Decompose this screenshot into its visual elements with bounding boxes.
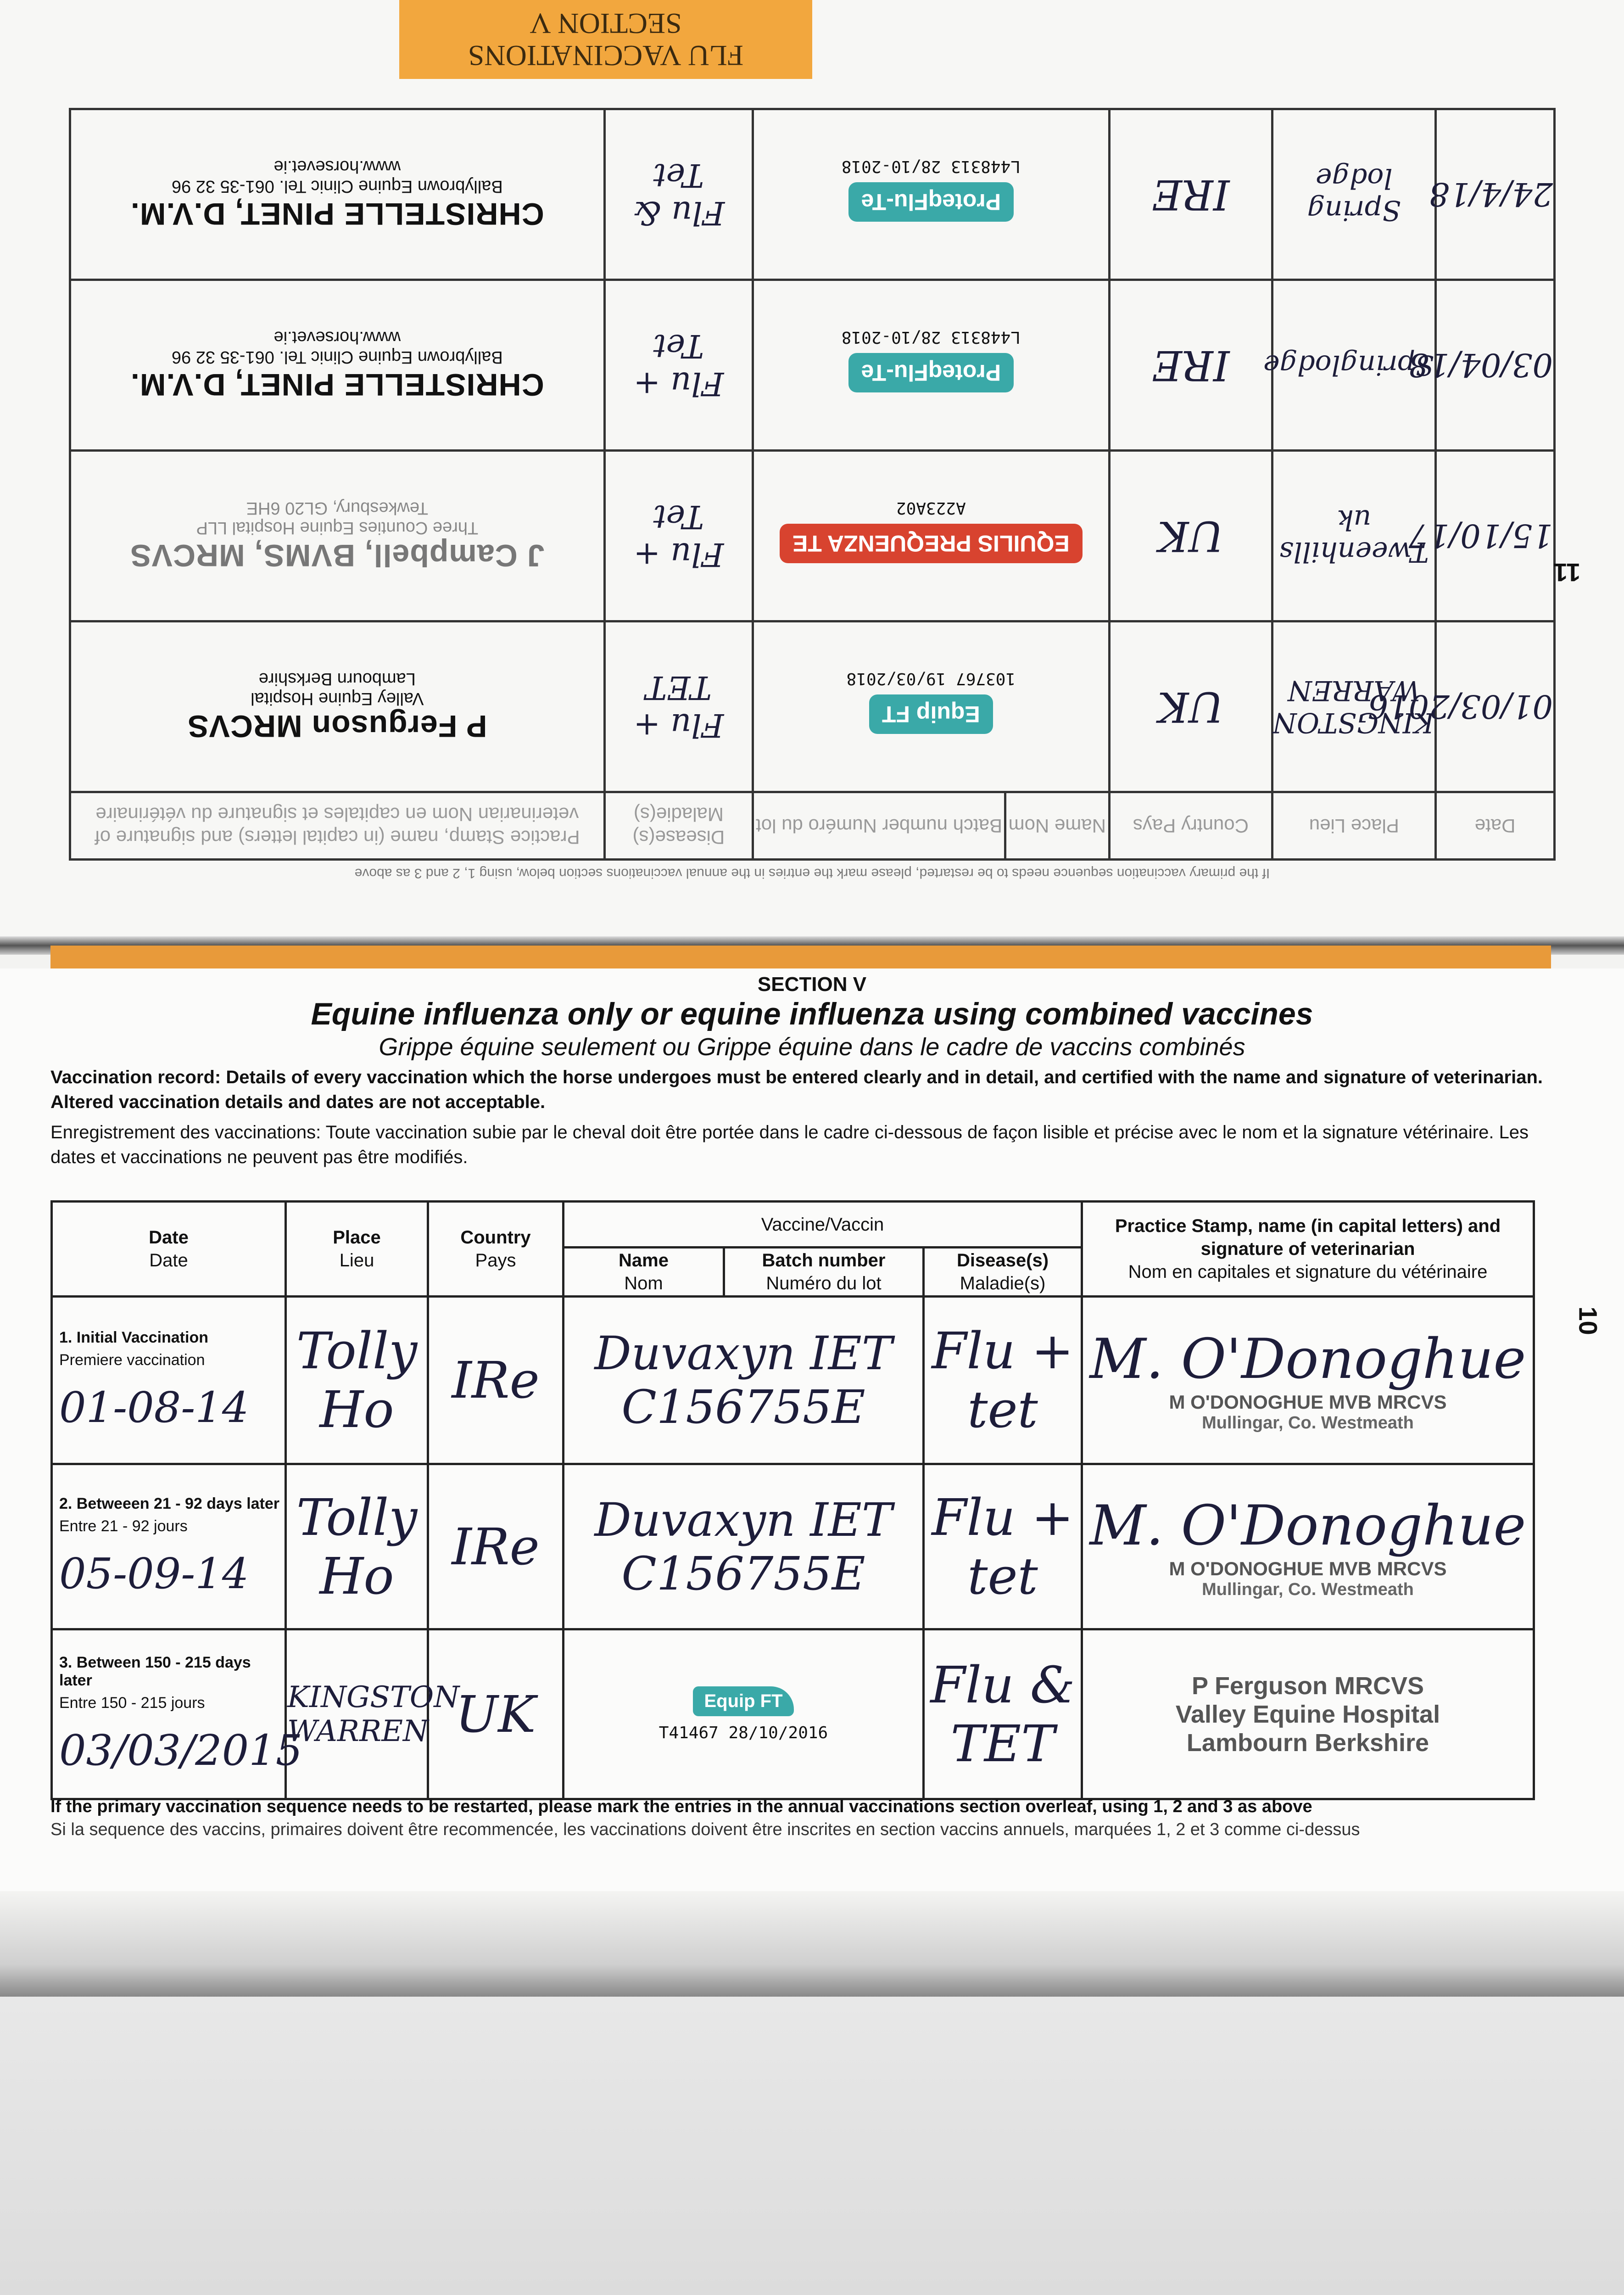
upper-row-vaccine-label	[753, 621, 1109, 792]
section-tab	[399, 0, 812, 79]
row-place: KINGSTON WARREN	[286, 1629, 428, 1799]
upper-row-vaccine-label	[753, 280, 1109, 451]
vaccine-batch: L448313 28/10-2018	[841, 157, 1021, 176]
vaccine-sticker: ProteqFlu-Te	[848, 353, 1014, 393]
row-disease: Flu + tet	[924, 1464, 1082, 1629]
row-country: IRe	[428, 1464, 564, 1629]
row-batch: C156755E	[621, 1546, 865, 1601]
upper-table-row	[70, 109, 1555, 280]
vaccine-batch: 103767 19/03/2018	[846, 669, 1016, 688]
upper-row-place: KINGSTON WARREN	[1272, 621, 1436, 792]
upper-row-disease: Flu + Tet	[604, 280, 753, 451]
row-vaccine-name: Duvaxyn IET	[594, 1493, 893, 1547]
vet-stamp-line3: Lambourn Berkshire	[258, 669, 416, 689]
header-stamp	[1082, 1202, 1534, 1297]
header-disease	[924, 1248, 1082, 1297]
header-place-fr: Lieu	[339, 1250, 374, 1271]
header-batch	[724, 1248, 924, 1297]
row-stamp	[1082, 1629, 1534, 1799]
row-date-cell	[52, 1297, 286, 1464]
vaccine-sticker: ProteqFlu-Te	[848, 183, 1014, 222]
row-label-fr: Entre 21 - 92 jours	[59, 1517, 188, 1535]
upper-row-disease: Flu & Tet	[604, 109, 753, 280]
upper-row-stamp	[70, 621, 605, 792]
row-place: Tolly Ho	[286, 1297, 428, 1464]
vet-stamp-name: M O'DONOGHUE MVB MRCVS	[1169, 1557, 1447, 1579]
upper-row-date: 01/03/2016	[1436, 621, 1555, 792]
row-vaccine-name: Duvaxyn IET	[594, 1327, 893, 1380]
header-country	[428, 1202, 564, 1297]
row-stamp	[1082, 1297, 1534, 1464]
upper-row-place: Spring lodge	[1272, 109, 1436, 280]
header-disease-en: Disease(s)	[956, 1250, 1049, 1271]
section-tab-subtitle: SECTION V	[530, 7, 682, 40]
vet-signature: M. O'Donoghue	[1089, 1327, 1526, 1391]
row-country: IRe	[428, 1297, 564, 1464]
upper-header-name: Name Nom	[1005, 792, 1109, 860]
upper-page-number: 11	[1553, 558, 1581, 587]
header-name-fr: Nom	[624, 1273, 663, 1293]
vet-stamp-line3: Lambourn Berkshire	[1186, 1729, 1429, 1757]
vet-stamp-line2: Ballybrown Equine Clinic Tel. 061-35 32 96	[171, 177, 503, 196]
footer-note-english: If the primary vaccination sequence needs to be restarted, please mark the entries in the annual vaccinations section overleaf, using 1, 2 and 3 as above	[50, 1797, 1312, 1816]
header-name	[564, 1248, 724, 1297]
header-stamp-fr: Nom en capitales et signature du vétérinaire	[1128, 1262, 1488, 1282]
page-edge-shadow	[0, 1891, 1624, 1997]
upper-row-stamp	[70, 451, 605, 621]
header-disease-fr: Maladie(s)	[960, 1273, 1046, 1293]
upper-row-stamp	[70, 109, 605, 280]
vaccine-sticker: Equip FT	[693, 1686, 793, 1716]
vet-stamp-line3: Tewkesbury, GL20 6HE	[246, 498, 429, 518]
header-date-fr: Date	[149, 1250, 188, 1271]
vaccination-table	[50, 1200, 1535, 1800]
upper-table-row	[70, 280, 1555, 451]
header-country-fr: Pays	[475, 1250, 516, 1271]
upper-row-place: Springlodge	[1272, 280, 1436, 451]
upper-row-vaccine-label	[753, 109, 1109, 280]
upper-row-country: IRE	[1109, 109, 1272, 280]
row-disease: Flu & TET	[924, 1629, 1082, 1799]
vet-stamp-location: Mullingar, Co. Westmeath	[1202, 1579, 1414, 1599]
table-row	[52, 1464, 1534, 1629]
row-date-cell	[52, 1629, 303, 1799]
header-name-en: Name	[619, 1250, 669, 1271]
upper-row-stamp	[70, 280, 605, 451]
upper-table-row	[70, 621, 1555, 792]
vet-stamp-line2: Three Counties Equine Hospital LLP	[196, 518, 479, 538]
upper-row-date: 24/4/18	[1436, 109, 1555, 280]
upper-row-date: 03/04/18	[1436, 280, 1555, 451]
header-date	[52, 1202, 286, 1297]
row-label: 3. Between 150 - 215 days later	[59, 1653, 251, 1689]
vet-stamp-line2: Valley Equine Hospital	[251, 689, 424, 709]
upper-table-row	[70, 451, 1555, 621]
table-header-row	[52, 1202, 1534, 1248]
vaccine-sticker: EQUILIS PREQUENZA TE	[780, 524, 1083, 564]
row-batch: C156755E	[621, 1380, 865, 1434]
upper-row-vaccine-label	[753, 451, 1109, 621]
row-place: Tolly Ho	[286, 1464, 428, 1629]
footer-note-french: Si la sequence des vaccins, primaires doivent être recommencée, les vaccinations doivent être inscrites en section vaccins annuels, marquées 1, 2 et 3 comme ci-dessus	[50, 1820, 1360, 1839]
vaccine-sticker: Equip FT	[869, 695, 993, 734]
upper-row-disease: Flu + Tet	[604, 451, 753, 621]
header-batch-en: Batch number	[762, 1250, 886, 1271]
upper-header-stamp: Practice Stamp, name (in capital letters) and signature of veterinarian Nom en capitales et signature du vétérinaire	[70, 792, 605, 860]
upper-row-country: UK	[1109, 621, 1272, 792]
upper-header-batch: Batch number Numéro du lot	[753, 792, 1005, 860]
vet-stamp-line2: Ballybrown Equine Clinic Tel. 061-35 32 96	[171, 347, 503, 367]
section-subtitle: Grippe équine seulement ou Grippe équine dans le cadre de vaccins combinés	[379, 1033, 1245, 1061]
upper-row-date: 15/10/17	[1436, 451, 1555, 621]
upper-row-country: IRE	[1109, 280, 1272, 451]
header-vaccine: Vaccine/Vaccin	[564, 1202, 1082, 1248]
header-date-en: Date	[149, 1227, 189, 1248]
upper-header-place: Place Lieu	[1272, 792, 1436, 860]
table-row	[52, 1629, 1534, 1799]
header-country-en: Country	[460, 1227, 531, 1248]
row-vaccine	[564, 1629, 924, 1799]
vet-stamp-name: M O'DONOGHUE MVB MRCVS	[1169, 1391, 1447, 1413]
vet-stamp-name: J Campbell, BVMS, MRCVS	[130, 538, 545, 573]
orange-strip	[50, 946, 1551, 971]
row-date: 05-09-14	[59, 1549, 249, 1598]
vet-stamp-name: P Ferguson MRCVS	[1191, 1672, 1424, 1700]
row-country: UK	[428, 1629, 564, 1799]
intro-english: Vaccination record: Details of every vaccination which the horse undergoes must be entered clearly and in detail, and certified with the name and signature of veterinarian. Altered vaccination details and dates are not acceptable.	[50, 1067, 1543, 1112]
section-title: Equine influenza only or equine influenza using combined vaccines	[311, 996, 1313, 1031]
header-place-en: Place	[333, 1227, 381, 1248]
intro-french: Enregistrement des vaccinations: Toute vaccination subie par le cheval doit être portée dans le cadre ci-dessous de façon lisible et précise avec le nom et la signature vétérinaire. Les dates et vaccinations ne peuvent pas être modifiés.	[50, 1122, 1529, 1167]
header-stamp-en: Practice Stamp, name (in capital letters) and signature of veterinarian	[1115, 1216, 1501, 1259]
upper-row-disease: Flu + TET	[604, 621, 753, 792]
row-stamp	[1082, 1464, 1534, 1629]
row-date: 01-08-14	[59, 1383, 249, 1432]
table-row	[52, 1297, 1534, 1464]
row-disease: Flu + tet	[924, 1297, 1082, 1464]
row-label: 2. Betweeen 21 - 92 days later	[59, 1495, 280, 1512]
upper-vaccination-table	[69, 108, 1556, 861]
page-number: 10	[1574, 1306, 1603, 1335]
section-label: SECTION V	[757, 973, 867, 996]
upper-row-place: Tweenhills uk	[1272, 451, 1436, 621]
vaccine-batch: T41467 28/10/2016	[659, 1723, 828, 1742]
row-date: 03/03/2015	[59, 1725, 303, 1775]
upper-table-header	[70, 792, 1555, 860]
vaccine-batch: L448313 28/10-2018	[841, 328, 1021, 347]
vet-stamp-line2: Valley Equine Hospital	[1175, 1700, 1440, 1728]
upper-header-date: Date	[1436, 792, 1555, 860]
header-batch-fr: Numéro du lot	[766, 1273, 882, 1293]
upper-row-country: UK	[1109, 451, 1272, 621]
row-date-cell	[52, 1464, 286, 1629]
vet-stamp-line3: www.horsevet.ie	[273, 328, 401, 347]
blank-background	[0, 1997, 1624, 2295]
header-place	[286, 1202, 428, 1297]
row-vaccine	[564, 1464, 924, 1629]
vet-stamp-name: CHRISTELLE PINET, D.V.M.	[130, 367, 544, 403]
vet-stamp-location: Mullingar, Co. Westmeath	[1202, 1413, 1414, 1433]
vet-stamp-name: P Ferguson MRCVS	[187, 709, 487, 744]
upper-header-disease: Disease(s) Maladie(s)	[604, 792, 753, 860]
row-label: 1. Initial Vaccination	[59, 1328, 208, 1346]
vet-stamp-name: CHRISTELLE PINET, D.V.M.	[130, 196, 544, 232]
row-label-fr: Entre 150 - 215 jours	[59, 1694, 205, 1712]
vet-stamp-line3: www.horsevet.ie	[273, 157, 401, 177]
vaccine-batch: A223A02	[896, 498, 966, 518]
section-tab-title: FLU VACCINATIONS	[468, 39, 744, 73]
row-vaccine	[564, 1297, 924, 1464]
row-label-fr: Premiere vaccination	[59, 1351, 205, 1369]
vet-signature: M. O'Donoghue	[1089, 1494, 1526, 1558]
upper-header-country: Country Pays	[1109, 792, 1272, 860]
upper-footer-note: If the primary vaccination sequence needs to be restarted, please mark the entries in the annual vaccinations section below, using 1, 2 and 3 as above	[354, 866, 1270, 881]
